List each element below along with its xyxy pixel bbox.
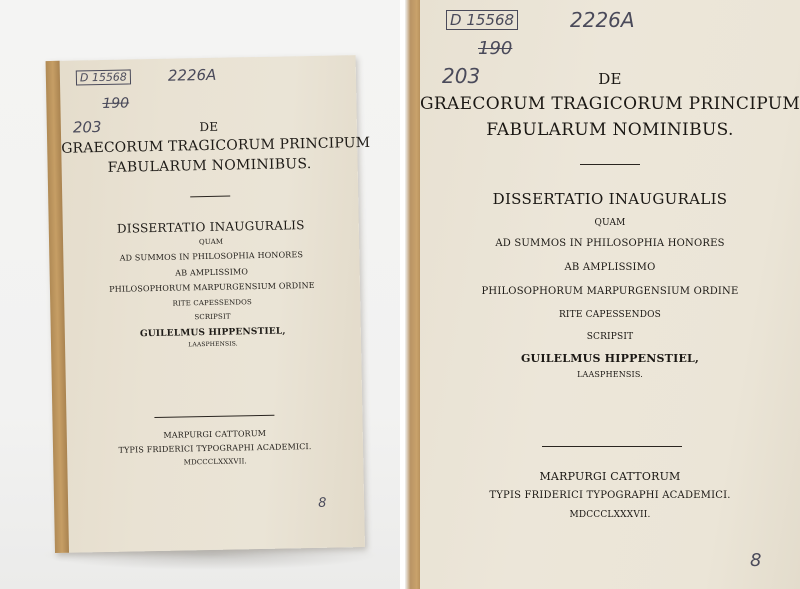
title-rule	[190, 196, 230, 198]
closeup-text-philosophorum: PHILOSOPHORUM MARPURGENSIUM ORDINE	[481, 286, 739, 297]
title-page-text	[60, 55, 371, 553]
catalog-number-struck: 190	[102, 95, 130, 112]
closeup-imprint-rule	[542, 446, 682, 447]
pamphlet-cover	[46, 55, 371, 553]
catalog-number-right: 2226A	[167, 65, 217, 85]
photo-title-closeup	[420, 0, 800, 589]
text-ab-amplissimo: AB AMPLISSIMO	[175, 267, 249, 278]
closeup-title-page-text	[420, 0, 800, 589]
imprint-printer: TYPIS FRIDERICI TYPOGRAPHI ACADEMICI.	[118, 442, 312, 455]
title-line-1: GRAECORUM TRAGICORUM PRINCIPUM	[61, 134, 371, 157]
closeup-title-de: DE	[598, 70, 622, 88]
author-origin: LAASPHENSIS.	[188, 340, 238, 349]
text-quam: QUAM	[198, 237, 224, 247]
closeup-text-ad-summos: AD SUMMOS IN PHILOSOPHIA HONORES	[495, 238, 725, 249]
closeup-text-rite: RITE CAPESSENDOS	[558, 310, 662, 320]
title-de: DE	[199, 119, 219, 135]
closeup-catalog-number-current: 203	[442, 64, 481, 88]
imprint-rule	[154, 415, 274, 418]
title-line-2: FABULARUM NOMINIBUS.	[107, 155, 312, 176]
closeup-catalog-number-struck: 190	[478, 38, 513, 59]
closeup-text-scripsit: SCRIPSIT	[586, 332, 634, 342]
text-ad-summos: AD SUMMOS IN PHILOSOPHIA HONORES	[119, 250, 304, 263]
closeup-author-name: GUILELMUS HIPPENSTIEL,	[520, 352, 700, 365]
text-philosophorum: PHILOSOPHORUM MARPURGENSIUM ORDINE	[109, 280, 315, 294]
closeup-catalog-number-right: 2226A	[570, 8, 635, 32]
closeup-imprint-year: MDCCCLXXXVII.	[569, 510, 651, 520]
text-rite: RITE CAPESSENDOS	[172, 298, 253, 308]
text-scripsit: SCRIPSIT	[194, 312, 231, 322]
imprint-city: MARPURGI CATTORUM	[163, 428, 267, 440]
imprint-year: MDCCCLXXXVII.	[183, 457, 247, 467]
closeup-title-rule	[580, 164, 640, 165]
closeup-text-ab-amplissimo: AB AMPLISSIMO	[564, 262, 656, 273]
closeup-imprint-printer: TYPIS FRIDERICI TYPOGRAPHI ACADEMICI.	[489, 490, 731, 501]
catalog-number-boxed: D 15568	[76, 69, 131, 85]
closeup-dissertation-heading: DISSERTATIO INAUGURALIS	[492, 190, 728, 208]
closeup-catalog-number-boxed: D 15568	[446, 10, 518, 30]
price-mark: 8	[317, 495, 327, 511]
closeup-price-mark: 8	[750, 550, 762, 571]
closeup-title-line-1: GRAECORUM TRAGICORUM PRINCIPUM	[420, 94, 800, 114]
author-name: GUILELMUS HIPPENSTIEL,	[139, 326, 286, 340]
closeup-title-line-2: FABULARUM NOMINIBUS.	[486, 120, 734, 140]
closeup-author-origin: LAASPHENSIS.	[577, 370, 643, 379]
closeup-text-quam: QUAM	[594, 218, 626, 228]
closeup-imprint-city: MARPURGI CATTORUM	[539, 470, 681, 483]
dissertation-heading: DISSERTATIO INAUGURALIS	[116, 218, 305, 236]
catalog-number-current: 203	[72, 118, 102, 137]
